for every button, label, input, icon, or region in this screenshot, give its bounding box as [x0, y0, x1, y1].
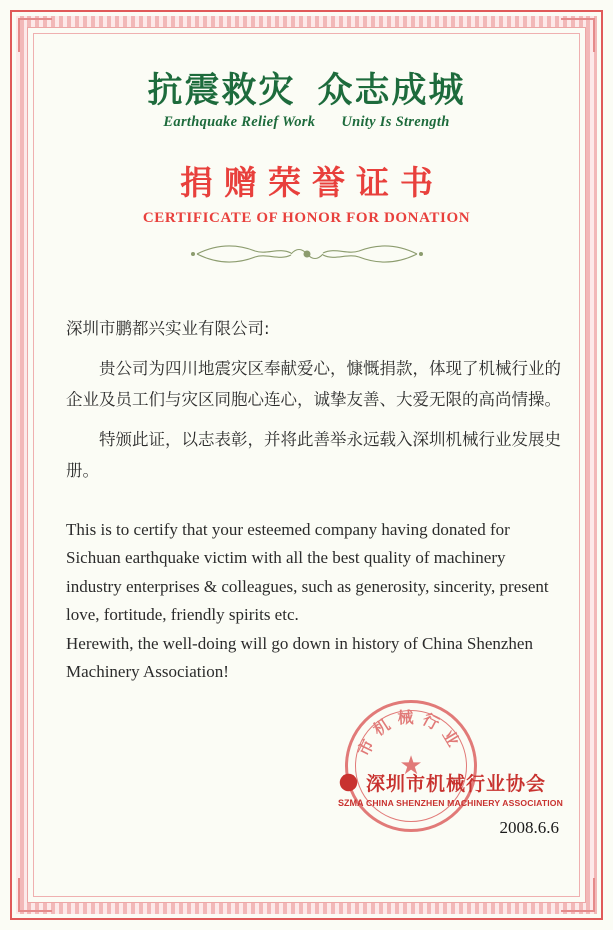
association-logo-icon: [338, 772, 359, 793]
seal-arc-text: 市机械行业: [353, 707, 467, 760]
divider-ornament: [187, 241, 427, 267]
association-name-row: [338, 769, 563, 796]
issue-date: 2008.6.6: [499, 818, 559, 837]
headline-chinese-left: 抗震救灾: [147, 71, 296, 111]
headline-chinese: [40, 72, 573, 111]
headline-english: [40, 114, 573, 131]
headline-english-left: Earthquake Relief Work: [163, 113, 316, 130]
association-abbreviation: SZMA: [337, 798, 364, 808]
association-name-chinese: 深圳市机械行业协会: [365, 773, 546, 795]
paragraph-english-1: This is to certify that your esteemed company having donated for Sichuan earthquake victim with all the best quality of machinery industry enterprises & colleagues, such as generosity, sincerity, present love, fortitude, friendly spirits etc.: [66, 519, 549, 624]
headline-chinese-right: 众志成城: [317, 71, 466, 111]
association-english-row: [338, 798, 563, 808]
certificate-content: [40, 40, 573, 890]
headline-block: [40, 72, 573, 131]
paragraph-chinese-2: 特颁此证，以志表彰，并将此善举永远载入深圳机械行业发展史册。: [66, 429, 561, 480]
paragraph-chinese-1: 贵公司为四川地震灾区奉献爱心，慷慨捐款，体现了机械行业的企业及员工们与灾区同胞心连心，诚挚友善、大爱无限的高尚情操。: [66, 358, 561, 409]
seal-star-icon: ★: [399, 751, 423, 780]
body-english: [40, 516, 573, 687]
association-name-english: CHINA SHENZHEN MACHINERY ASSOCIATION: [365, 798, 563, 808]
certificate-title-english: CERTIFICATE OF HONOR FOR DONATION: [142, 209, 471, 226]
body-chinese: [40, 313, 573, 486]
association-signature: [338, 769, 563, 838]
headline-english-right: Unity Is Strength: [341, 113, 450, 130]
footer-block: [233, 707, 563, 838]
paragraph-english-2: Herewith, the well-doing will go down in history of China Shenzhen Machinery Association!: [66, 633, 533, 681]
recipient-name: 深圳市鹏都兴实业有限公司:: [66, 318, 270, 338]
certificate-title-chinese: 捐赠荣誉证书: [180, 162, 444, 202]
